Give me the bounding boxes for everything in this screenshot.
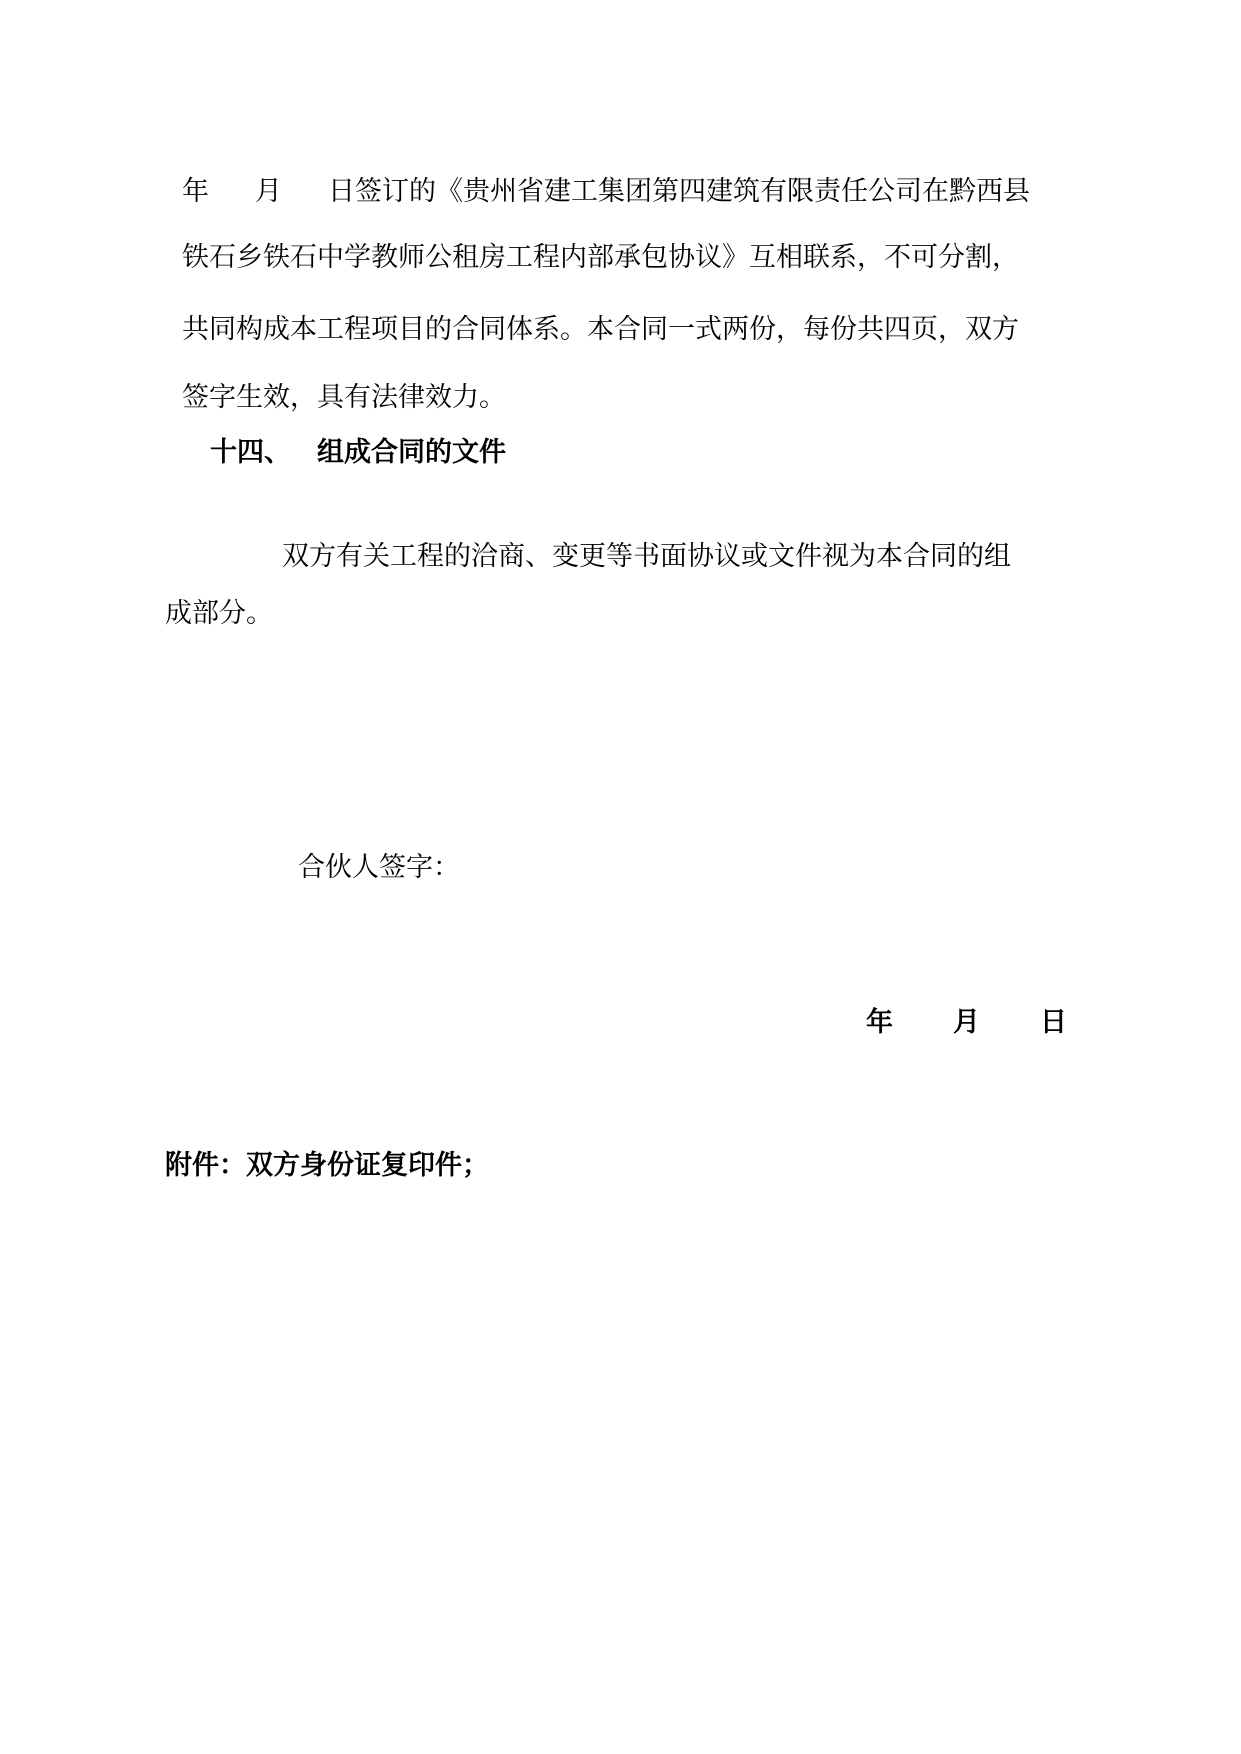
clause14-title: 组成合同的文件 [317,437,506,468]
clause13-line-2: 铁石乡铁石中学教师公租房工程内部承包协议》互相联系，不可分割， [182,242,1019,273]
clause14-heading [210,436,506,470]
clause14-paragraph-line-1: 双方有关工程的洽商、变更等书面协议或文件视为本合同的组 [282,541,1011,572]
date-day: 日 [1040,1007,1067,1038]
month-blank: 月 [255,176,282,207]
date-month: 月 [953,1007,980,1038]
clause14-number: 十四、 [210,437,291,468]
clause13-line-1-text: 日签订的《贵州省建工集团第四建筑有限责任公司在黔西县 [328,176,1030,207]
clause13-line-3: 共同构成本工程项目的合同体系。本合同一式两份，每份共四页，双方 [182,314,1019,345]
clause13-line-1 [182,175,1030,209]
attachment-note: 附件：双方身份证复印件； [165,1150,489,1181]
date-year: 年 [866,1007,893,1038]
signature-date [866,1006,1067,1040]
year-blank: 年 [182,176,209,207]
clause13-line-4: 签字生效，具有法律效力。 [182,382,506,413]
clause14-paragraph-line-2: 成部分。 [165,598,273,629]
partner-signature-label: 合伙人签字： [298,852,460,883]
